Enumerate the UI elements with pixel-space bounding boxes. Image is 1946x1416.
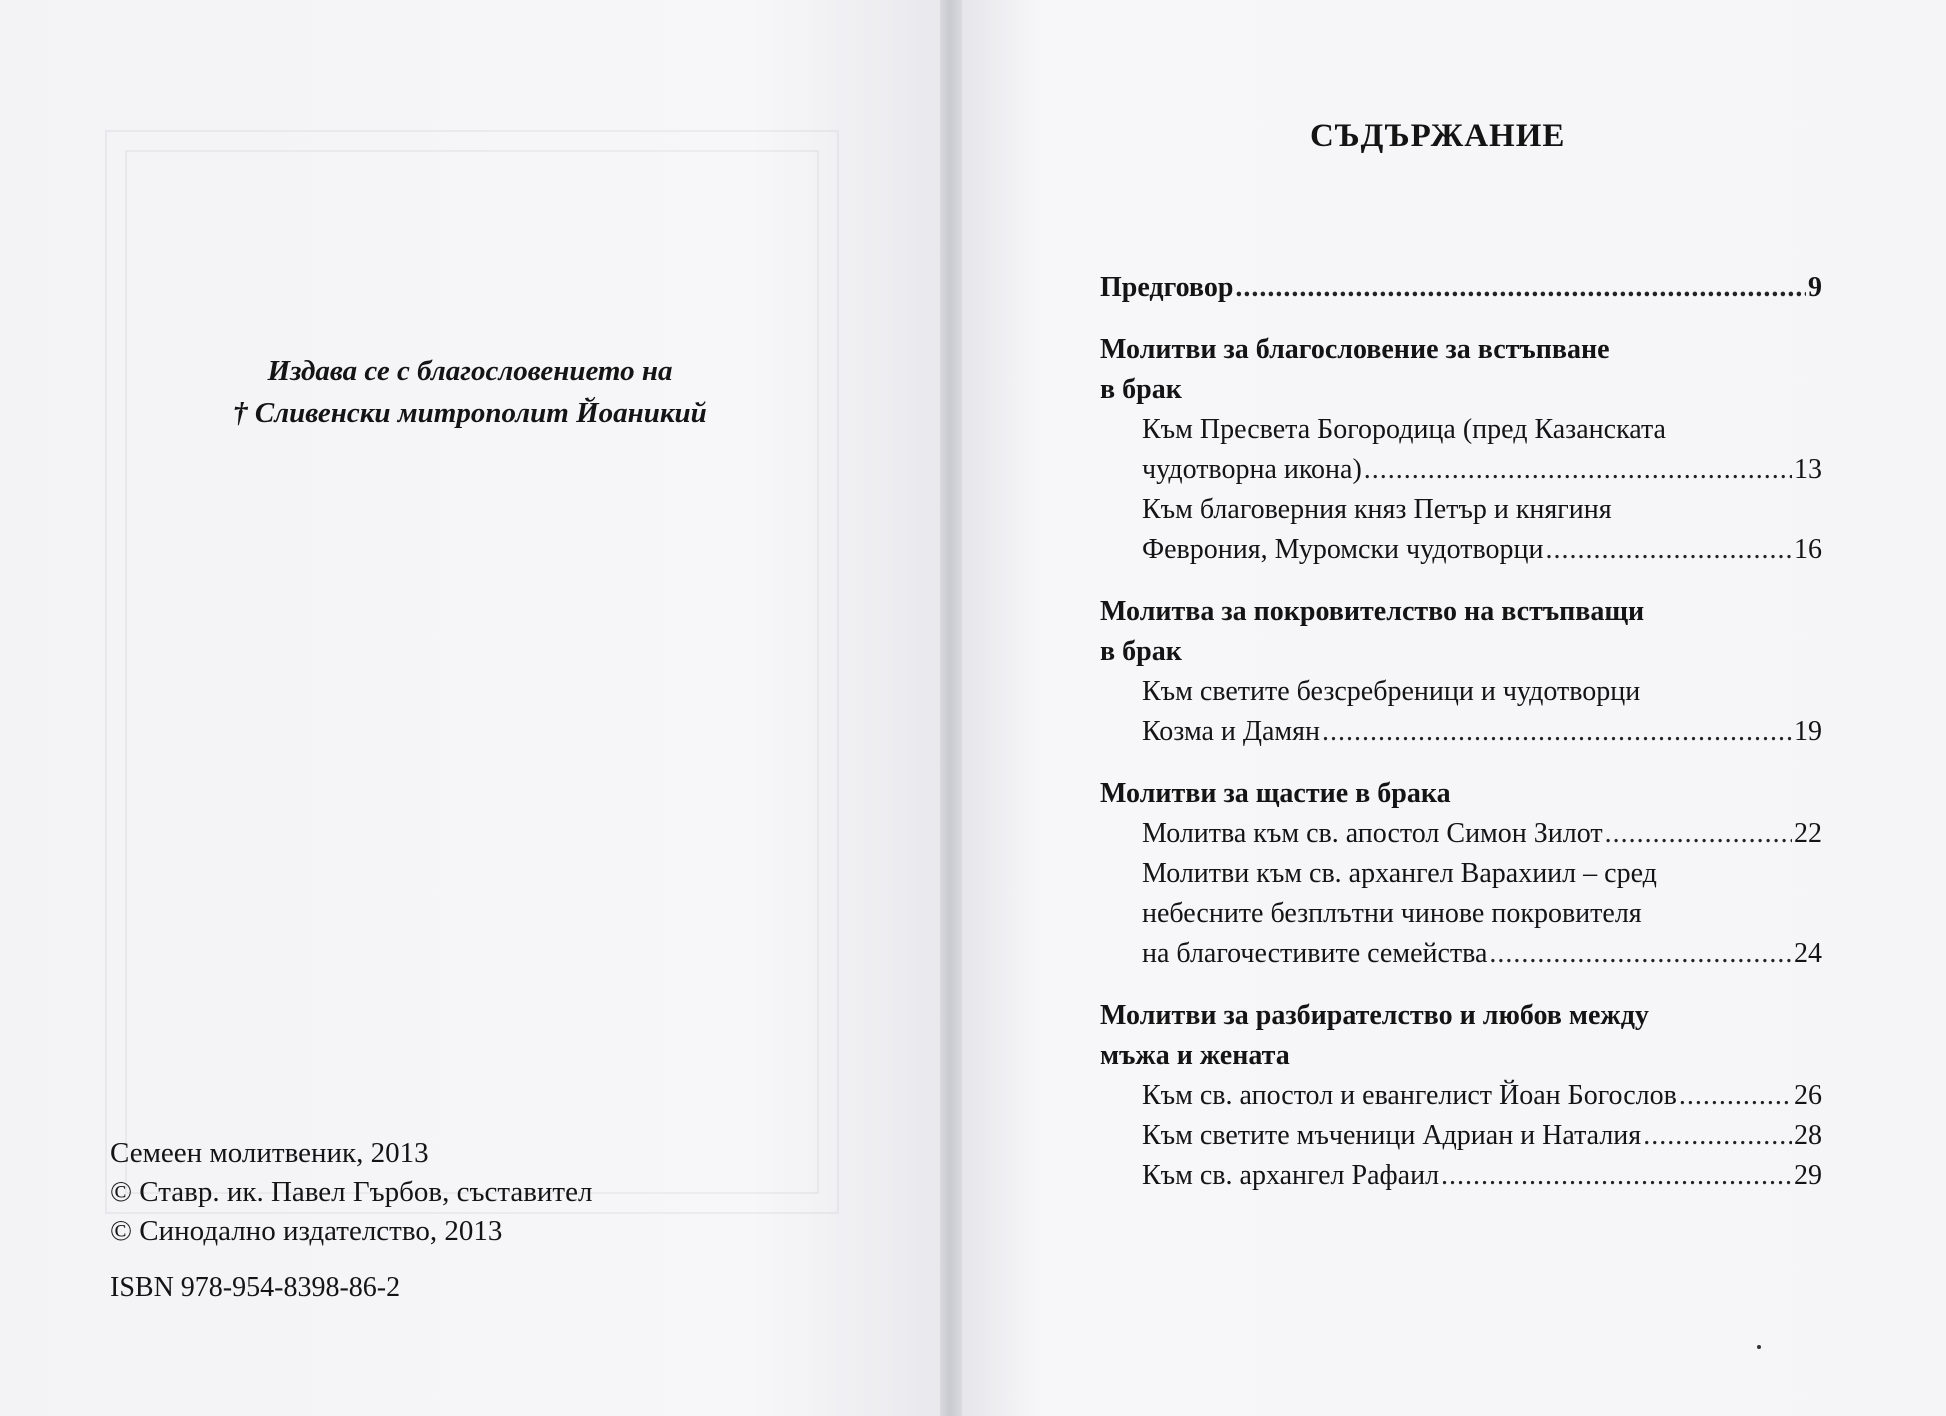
toc-page-number: 26 bbox=[1794, 1080, 1822, 1111]
dot-leader bbox=[1679, 1076, 1792, 1116]
toc-page-number: 9 bbox=[1808, 272, 1822, 303]
blessing-line-2: † Сливенски митрополит Йоаникий bbox=[233, 397, 707, 429]
toc-entry bbox=[1100, 1076, 1822, 1116]
imprint-line-3: © Синодално издателство, 2013 bbox=[110, 1215, 503, 1247]
toc-entry-label: Към св. апостол и евангелист Йоан Богослов bbox=[1142, 1080, 1677, 1111]
toc-page-number: 19 bbox=[1794, 716, 1822, 747]
toc-entry bbox=[1100, 530, 1822, 570]
dot-leader bbox=[1364, 450, 1792, 490]
toc-entry bbox=[1100, 814, 1822, 854]
toc-entry bbox=[1100, 1116, 1822, 1156]
toc-section-heading: Молитви за разбирателство и любов между bbox=[1100, 1000, 1649, 1031]
isbn: ISBN 978-954-8398-86-2 bbox=[110, 1272, 401, 1303]
toc-entry-label: Предговор bbox=[1100, 272, 1234, 303]
dot-leader bbox=[1489, 934, 1792, 974]
blessing-text bbox=[140, 350, 800, 434]
toc-page-number: 13 bbox=[1794, 454, 1822, 485]
bleed-through-frame-inner bbox=[125, 150, 819, 1194]
dot-leader bbox=[1643, 1116, 1792, 1156]
toc-entry-label: Към светите мъченици Адриан и Наталия bbox=[1142, 1120, 1642, 1151]
toc-entry-line: Към Пресвета Богородица (пред Казанската bbox=[1142, 414, 1666, 445]
toc-entry-label: Към св. архангел Рафаил bbox=[1142, 1160, 1440, 1191]
dot-leader bbox=[1605, 814, 1792, 854]
toc-entry bbox=[1100, 450, 1822, 490]
toc-section-heading: Молитва за покровителство на встъпващи bbox=[1100, 596, 1645, 627]
imprint-block bbox=[110, 1134, 592, 1251]
dot-leader bbox=[1235, 268, 1806, 308]
toc-section-heading: Молитви за щастие в брака bbox=[1100, 778, 1451, 809]
dot-leader bbox=[1545, 530, 1792, 570]
imprint-line-2: © Ставр. ик. Павел Гърбов, съставител bbox=[110, 1176, 593, 1208]
toc-entry-line: Молитви към св. архангел Варахиил – сред bbox=[1142, 858, 1657, 889]
page-title: СЪДЪРЖАНИЕ bbox=[1310, 118, 1566, 154]
toc-entry bbox=[1100, 712, 1822, 752]
toc-section-heading: Молитви за благословение за встъпване bbox=[1100, 334, 1610, 365]
book-gutter bbox=[940, 0, 962, 1416]
toc-entry-preface bbox=[1100, 268, 1822, 308]
toc-entry bbox=[1100, 934, 1822, 974]
toc-page-number: 28 bbox=[1794, 1120, 1822, 1151]
toc-section-heading-cont: в брак bbox=[1100, 636, 1182, 667]
imprint-line-1: Семеен молитвеник, 2013 bbox=[110, 1137, 429, 1169]
dot-leader bbox=[1322, 712, 1792, 752]
toc-entry-label: Козма и Дамян bbox=[1142, 716, 1320, 747]
blessing-line-1: Издава се с благословението на bbox=[267, 355, 673, 387]
dot-leader bbox=[1441, 1156, 1792, 1196]
paper-speck bbox=[1757, 1345, 1761, 1349]
toc-page-number: 22 bbox=[1794, 818, 1822, 849]
toc-entry-label: чудотворна икона) bbox=[1142, 454, 1362, 485]
toc-section-heading-cont: мъжа и жената bbox=[1100, 1040, 1290, 1071]
toc-entry bbox=[1100, 1156, 1822, 1196]
toc-entry-line: Към светите безсребреници и чудотворци bbox=[1142, 676, 1641, 707]
toc-section-heading-cont: в брак bbox=[1100, 374, 1182, 405]
toc-entry-line: небесните безплътни чинове покровителя bbox=[1142, 898, 1642, 929]
toc-page-number: 29 bbox=[1794, 1160, 1822, 1191]
table-of-contents bbox=[1100, 268, 1822, 1196]
toc-entry-label: Молитва към св. апостол Симон Зилот bbox=[1142, 818, 1603, 849]
toc-page-number: 24 bbox=[1794, 938, 1822, 969]
toc-entry-label: на благочестивите семейства bbox=[1142, 938, 1488, 969]
toc-entry-line: Към благоверния княз Петър и княгиня bbox=[1142, 494, 1612, 525]
toc-page-number: 16 bbox=[1794, 534, 1822, 565]
toc-entry-label: Феврония, Муромски чудотворци bbox=[1142, 534, 1544, 565]
